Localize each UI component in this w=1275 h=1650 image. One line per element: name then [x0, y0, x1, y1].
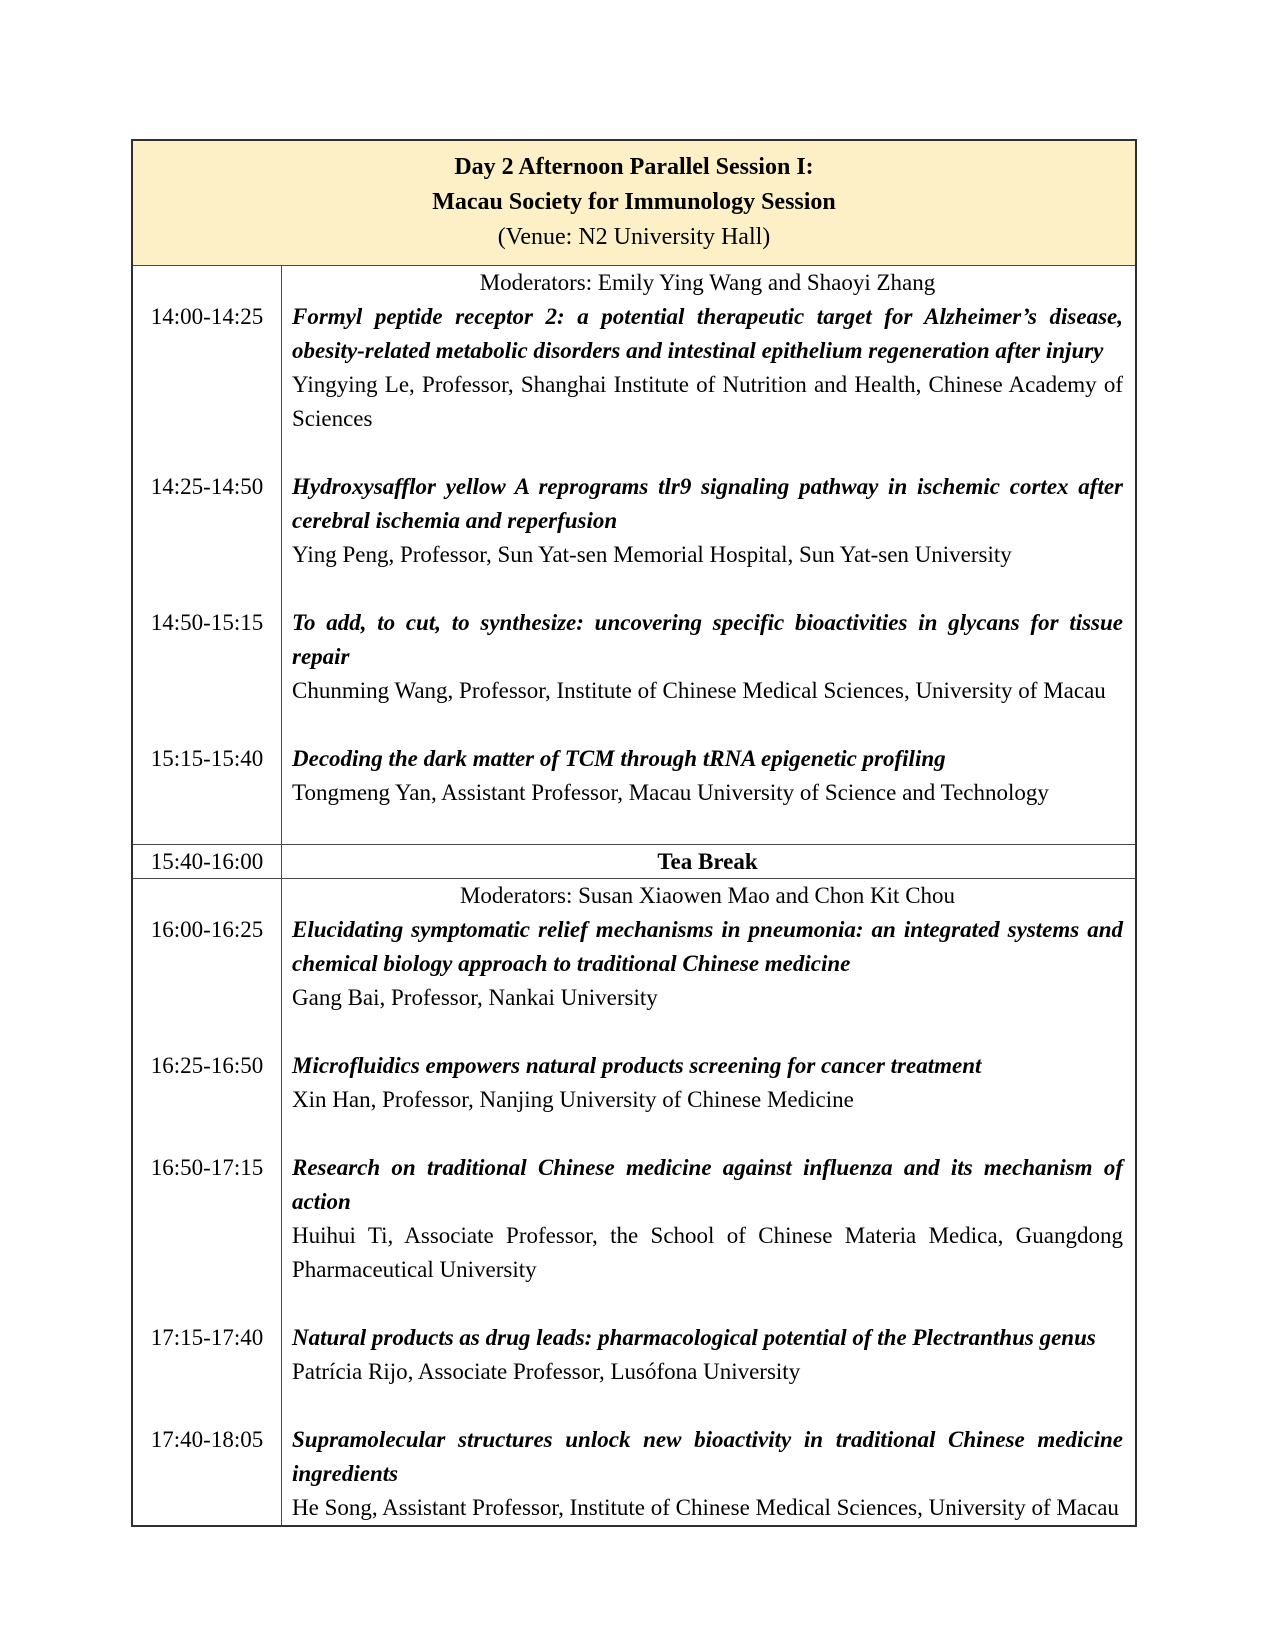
- talk-title: Natural products as drug leads: pharmacological potential of the Plectranthus genus: [292, 1325, 1096, 1350]
- schedule-table: [131, 139, 1137, 1527]
- talk-speaker: Yingying Le, Professor, Shanghai Institute of Nutrition and Health, Chinese Academy of Sciences: [292, 372, 1123, 431]
- talk-title: Decoding the dark matter of TCM through tRNA epigenetic profiling: [292, 746, 946, 771]
- time-cell-empty: [133, 266, 282, 300]
- talk-row: [133, 606, 1135, 742]
- talk-title: Supramolecular structures unlock new bioactivity in traditional Chinese medicine ingredients: [292, 1427, 1123, 1486]
- talk-row: [133, 300, 1135, 470]
- talk-cell: [282, 1423, 1135, 1525]
- moderators-line: Moderators: Susan Xiaowen Mao and Chon Kit Chou: [459, 883, 956, 908]
- talk-time: 14:25-14:50: [133, 470, 282, 606]
- time-cell-empty: [133, 879, 282, 913]
- talk-cell: [282, 470, 1135, 606]
- talk-cell: [282, 1049, 1135, 1151]
- talk-time: 16:25-16:50: [133, 1049, 282, 1151]
- talk-speaker: Huihui Ti, Associate Professor, the School of Chinese Materia Medica, Guangdong Pharmaceutical University: [292, 1223, 1123, 1282]
- tea-break-row: [133, 844, 1135, 879]
- talk-title: To add, to cut, to synthesize: uncovering specific bioactivities in glycans for tissue repair: [292, 610, 1123, 669]
- talk-speaker: Patrícia Rijo, Associate Professor, Lusófona University: [292, 1359, 801, 1384]
- talk-row: [133, 1151, 1135, 1321]
- header-society-title: Macau Society for Immunology Session: [432, 189, 836, 215]
- talk-row: [133, 742, 1135, 844]
- talk-time: 16:50-17:15: [133, 1151, 282, 1321]
- talk-speaker: Tongmeng Yan, Assistant Professor, Macau University of Science and Technology: [292, 780, 1049, 805]
- talk-time: 15:15-15:40: [133, 742, 282, 844]
- talk-time: 17:40-18:05: [133, 1423, 282, 1525]
- talk-cell: [282, 300, 1135, 470]
- talk-title: Research on traditional Chinese medicine against influenza and its mechanism of action: [292, 1155, 1123, 1214]
- table-header: [133, 141, 1135, 266]
- moderators-row: [133, 266, 1135, 300]
- talk-title: Elucidating symptomatic relief mechanisms in pneumonia: an integrated systems and chemical biology approach to traditional Chinese medicine: [292, 917, 1123, 976]
- header-session-title: Day 2 Afternoon Parallel Session I:: [454, 154, 814, 180]
- talk-speaker: Ying Peng, Professor, Sun Yat-sen Memorial Hospital, Sun Yat-sen University: [292, 542, 1012, 567]
- talk-title: Hydroxysafflor yellow A reprograms tlr9 signaling pathway in ischemic cortex after cerebral ischemia and reperfusion: [292, 474, 1123, 533]
- talk-time: 16:00-16:25: [133, 913, 282, 1049]
- talk-row: [133, 470, 1135, 606]
- talk-time: 17:15-17:40: [133, 1321, 282, 1423]
- talk-cell: [282, 742, 1135, 844]
- tea-break-time: 15:40-16:00: [133, 845, 282, 878]
- talk-cell: [282, 1151, 1135, 1321]
- talk-row: [133, 1049, 1135, 1151]
- moderators-line: Moderators: Emily Ying Wang and Shaoyi Zhang: [479, 270, 936, 295]
- header-venue: (Venue: N2 University Hall): [497, 224, 771, 250]
- talk-speaker: Chunming Wang, Professor, Institute of Chinese Medical Sciences, University of Macau: [292, 678, 1106, 703]
- talk-title: Microfluidics empowers natural products screening for cancer treatment: [292, 1053, 982, 1078]
- talk-row: [133, 913, 1135, 1049]
- talk-cell: [282, 606, 1135, 742]
- session-block-1: [133, 266, 1135, 844]
- talk-title: Formyl peptide receptor 2: a potential therapeutic target for Alzheimer’s disease, obesity-related metabolic disorders and intestinal epithelium regeneration after injury: [292, 304, 1123, 363]
- talk-row: [133, 1321, 1135, 1423]
- talk-cell: [282, 913, 1135, 1049]
- moderators-row: [133, 879, 1135, 913]
- talk-time: 14:50-15:15: [133, 606, 282, 742]
- talk-row: [133, 1423, 1135, 1525]
- tea-break-label: Tea Break: [657, 849, 758, 874]
- session-block-2: [133, 879, 1135, 1525]
- talk-speaker: He Song, Assistant Professor, Institute of Chinese Medical Sciences, University of Macau: [292, 1495, 1119, 1520]
- talk-cell: [282, 1321, 1135, 1423]
- talk-time: 14:00-14:25: [133, 300, 282, 470]
- talk-speaker: Gang Bai, Professor, Nankai University: [292, 985, 658, 1010]
- talk-speaker: Xin Han, Professor, Nanjing University of Chinese Medicine: [292, 1087, 854, 1112]
